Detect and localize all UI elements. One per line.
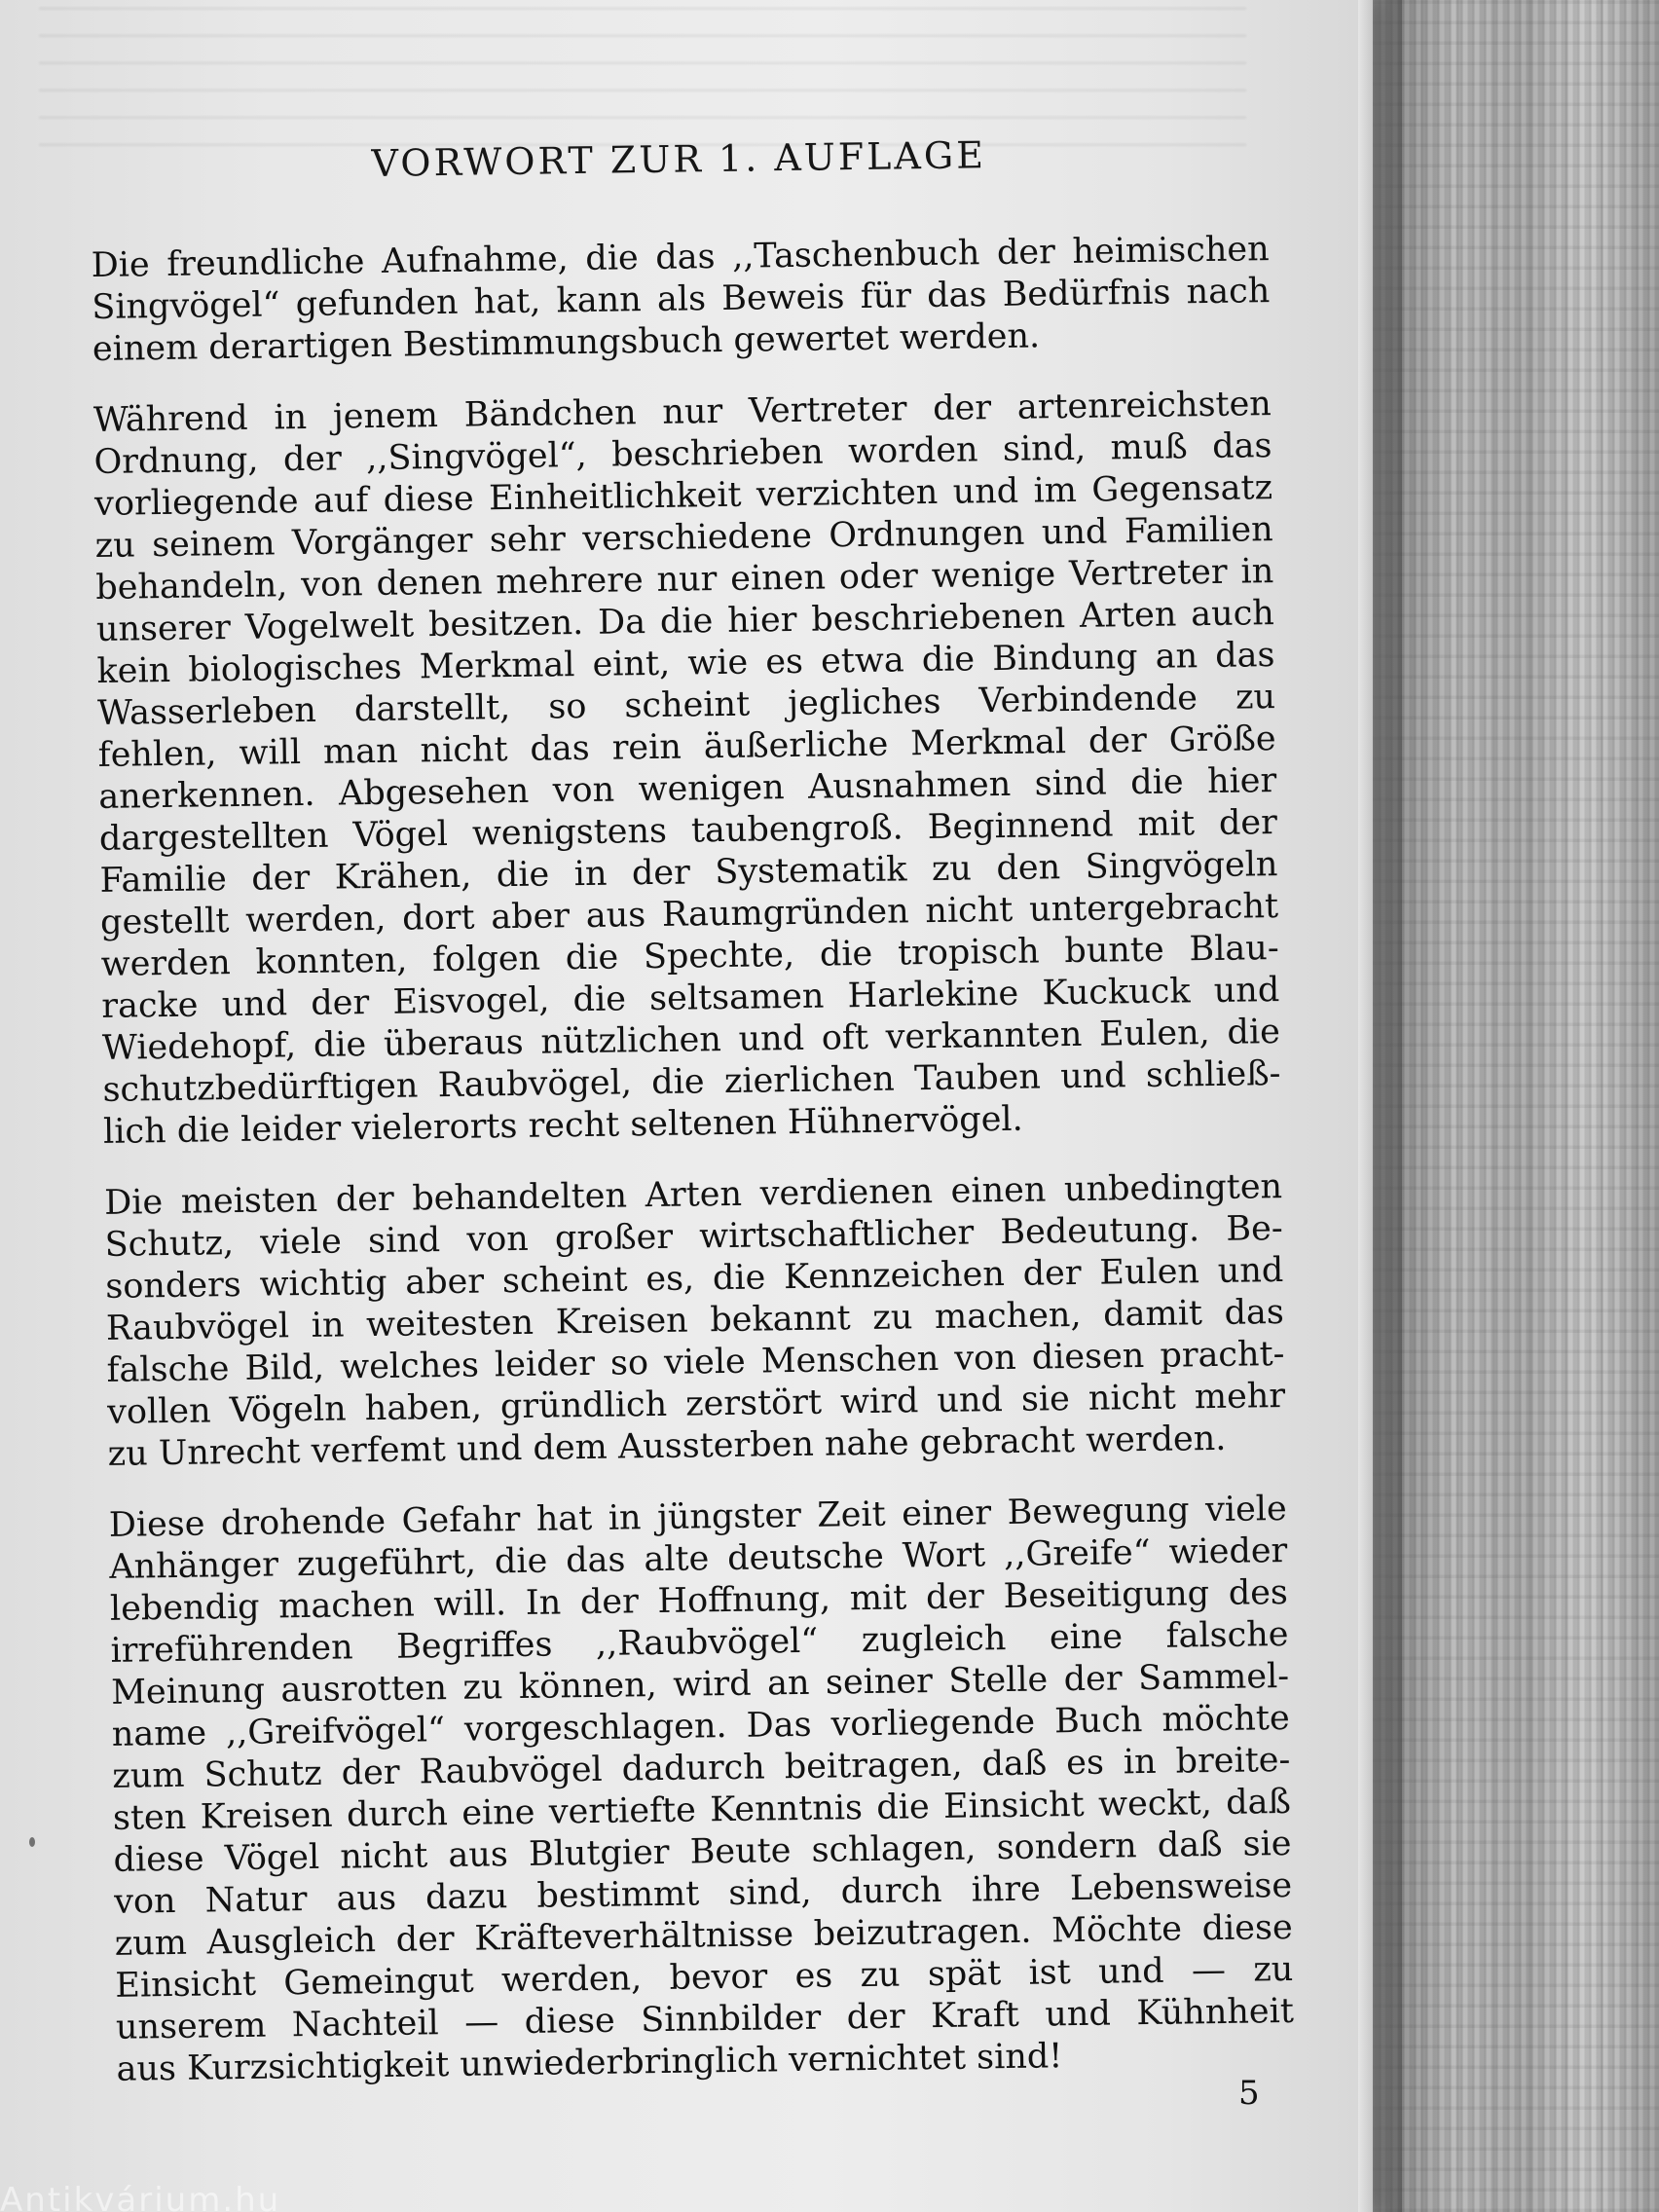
- text-line: sten Kreisen durch eine vertiefte Kenntnis die Einsicht weckt, daß: [112, 1782, 1292, 1838]
- text-line: racke und der Eisvogel, die seltsamen Harlekine Kuckuck und: [101, 971, 1280, 1026]
- text-line: vorliegende auf diese Einheitlichkeit verzichten und im Gegensatz: [93, 468, 1273, 524]
- text-line: behandeln, von denen mehrere nur einen oder wenige Vertreter in: [95, 552, 1274, 608]
- page-bleed-through: [39, 0, 1246, 146]
- text-line: dargestellten Vögel wenigstens taubengroß. Beginnend mit der: [98, 803, 1278, 859]
- text-line: aus Kurzsichtigkeit unwiederbringlich vernichtet sind!: [116, 2037, 1063, 2089]
- text-line: diese Vögel nicht aus Blutgier Beute schlagen, sondern daß sie: [113, 1824, 1292, 1880]
- text-line: Während in jenem Bändchen nur Vertreter der artenreichsten: [92, 385, 1272, 440]
- paper-speck: [29, 1837, 35, 1847]
- text-line: lich die leider vielerorts recht seltenen Hühnervögel.: [102, 1099, 1024, 1152]
- text-line: Diese drohende Gefahr hat in jüngster Zeit einer Bewegung viele: [108, 1489, 1287, 1545]
- text-line: Anhänger zugeführt, die das alte deutsche Wort ,,Greife“ wieder: [109, 1530, 1288, 1587]
- watermark-text: Antikvárium.hu: [0, 2181, 281, 2212]
- text-line: zum Ausgleich der Kräfteverhältnisse beizutragen. Möchte diese: [114, 1907, 1293, 1964]
- text-line: Ordnung, der ,,Singvögel“, beschrieben worden sind, muß das: [93, 426, 1272, 482]
- text-line: Schutz, viele sind von großer wirtschaftlicher Bedeutung. Be-: [104, 1208, 1283, 1265]
- text-line: unserem Nachteil — diese Sinnbilder der Kraft und Kühnheit: [115, 1991, 1295, 2047]
- text-line: Meinung ausrotten zu können, wird an seiner Stelle der Sammel-: [110, 1656, 1290, 1713]
- text-line: unserer Vogelwelt besitzen. Da die hier beschriebenen Arten auch: [95, 594, 1275, 649]
- text-line: einem derartigen Bestimmungsbuch gewertet werden.: [92, 316, 1041, 369]
- text-line: falsche Bild, welches leider so viele Menschen von diesen pracht-: [106, 1334, 1285, 1390]
- text-line: vollen Vögeln haben, gründlich zerstört wird und sie nicht mehr: [106, 1376, 1286, 1432]
- text-line: Wasserleben darstellt, so scheint jegliches Verbindende zu: [96, 678, 1276, 733]
- text-line: gestellt werden, dort aber aus Raumgründen nicht untergebracht: [99, 887, 1279, 942]
- page-title: VORWORT ZUR 1. AUFLAGE: [371, 133, 987, 185]
- page-number: 5: [1238, 2074, 1260, 2113]
- text-line: kein biologisches Merkmal eint, wie es etwa die Bindung an das: [96, 636, 1275, 691]
- paragraph-1: [91, 229, 1271, 371]
- text-line: Die freundliche Aufnahme, die das ,,Taschenbuch der heimischen: [91, 230, 1270, 285]
- text-line: irreführenden Begriffes ,,Raubvögel“ zugleich eine falsche: [110, 1614, 1289, 1671]
- text-line: schutzbedürftigen Raubvögel, die zierlichen Tauben und schließ-: [102, 1054, 1281, 1110]
- text-line: lebendig machen will. In der Hoffnung, mit der Beseitigung des: [109, 1572, 1289, 1629]
- text-line: fehlen, will man nicht das rein äußerliche Merkmal der Größe: [97, 719, 1276, 775]
- text-line: werden konnten, folgen die Spechte, die tropisch bunte Blau-: [100, 929, 1279, 984]
- text-line: Die meisten der behandelten Arten verdienen einen unbedingten: [103, 1167, 1283, 1223]
- text-line: Wiedehopf, die überaus nützlichen und oft verkannten Eulen, die: [101, 1013, 1281, 1068]
- text-line: von Natur aus dazu bestimmt sind, durch ihre Lebensweise: [113, 1865, 1293, 1922]
- text-line: Einsicht Gemeingut werden, bevor es zu spät ist und — zu: [115, 1949, 1294, 2006]
- text-line: zu seinem Vorgänger sehr verschiedene Ordnungen und Familien: [94, 510, 1273, 566]
- text-line: Familie der Krähen, die in der Systematik zu den Singvögeln: [99, 845, 1278, 901]
- paragraph-3: [104, 1166, 1286, 1476]
- preface-text-block: [90, 129, 1295, 2120]
- wood-grain-texture: [1367, 0, 1659, 2212]
- paragraph-2: [93, 384, 1282, 1154]
- text-line: Singvögel“ gefunden hat, kann als Beweis für das Bedürfnis nach: [92, 272, 1271, 327]
- text-line: name ,,Greifvögel“ vorgeschlagen. Das vorliegende Buch möchte: [111, 1698, 1290, 1754]
- text-line: zum Schutz der Raubvögel dadurch beitragen, daß es in breite-: [112, 1740, 1291, 1796]
- text-line: anerkennen. Abgesehen von wenigen Ausnahmen sind die hier: [98, 761, 1277, 817]
- text-line: zu Unrecht verfemt und dem Aussterben nahe gebracht werden.: [107, 1419, 1227, 1474]
- text-line: Raubvögel in weitesten Kreisen bekannt zu machen, damit das: [105, 1292, 1285, 1348]
- paragraph-4: [108, 1489, 1294, 2091]
- text-line: sonders wichtig aber scheint es, die Kennzeichen der Eulen und: [105, 1250, 1284, 1307]
- page-edge-shadow: [1358, 0, 1402, 2212]
